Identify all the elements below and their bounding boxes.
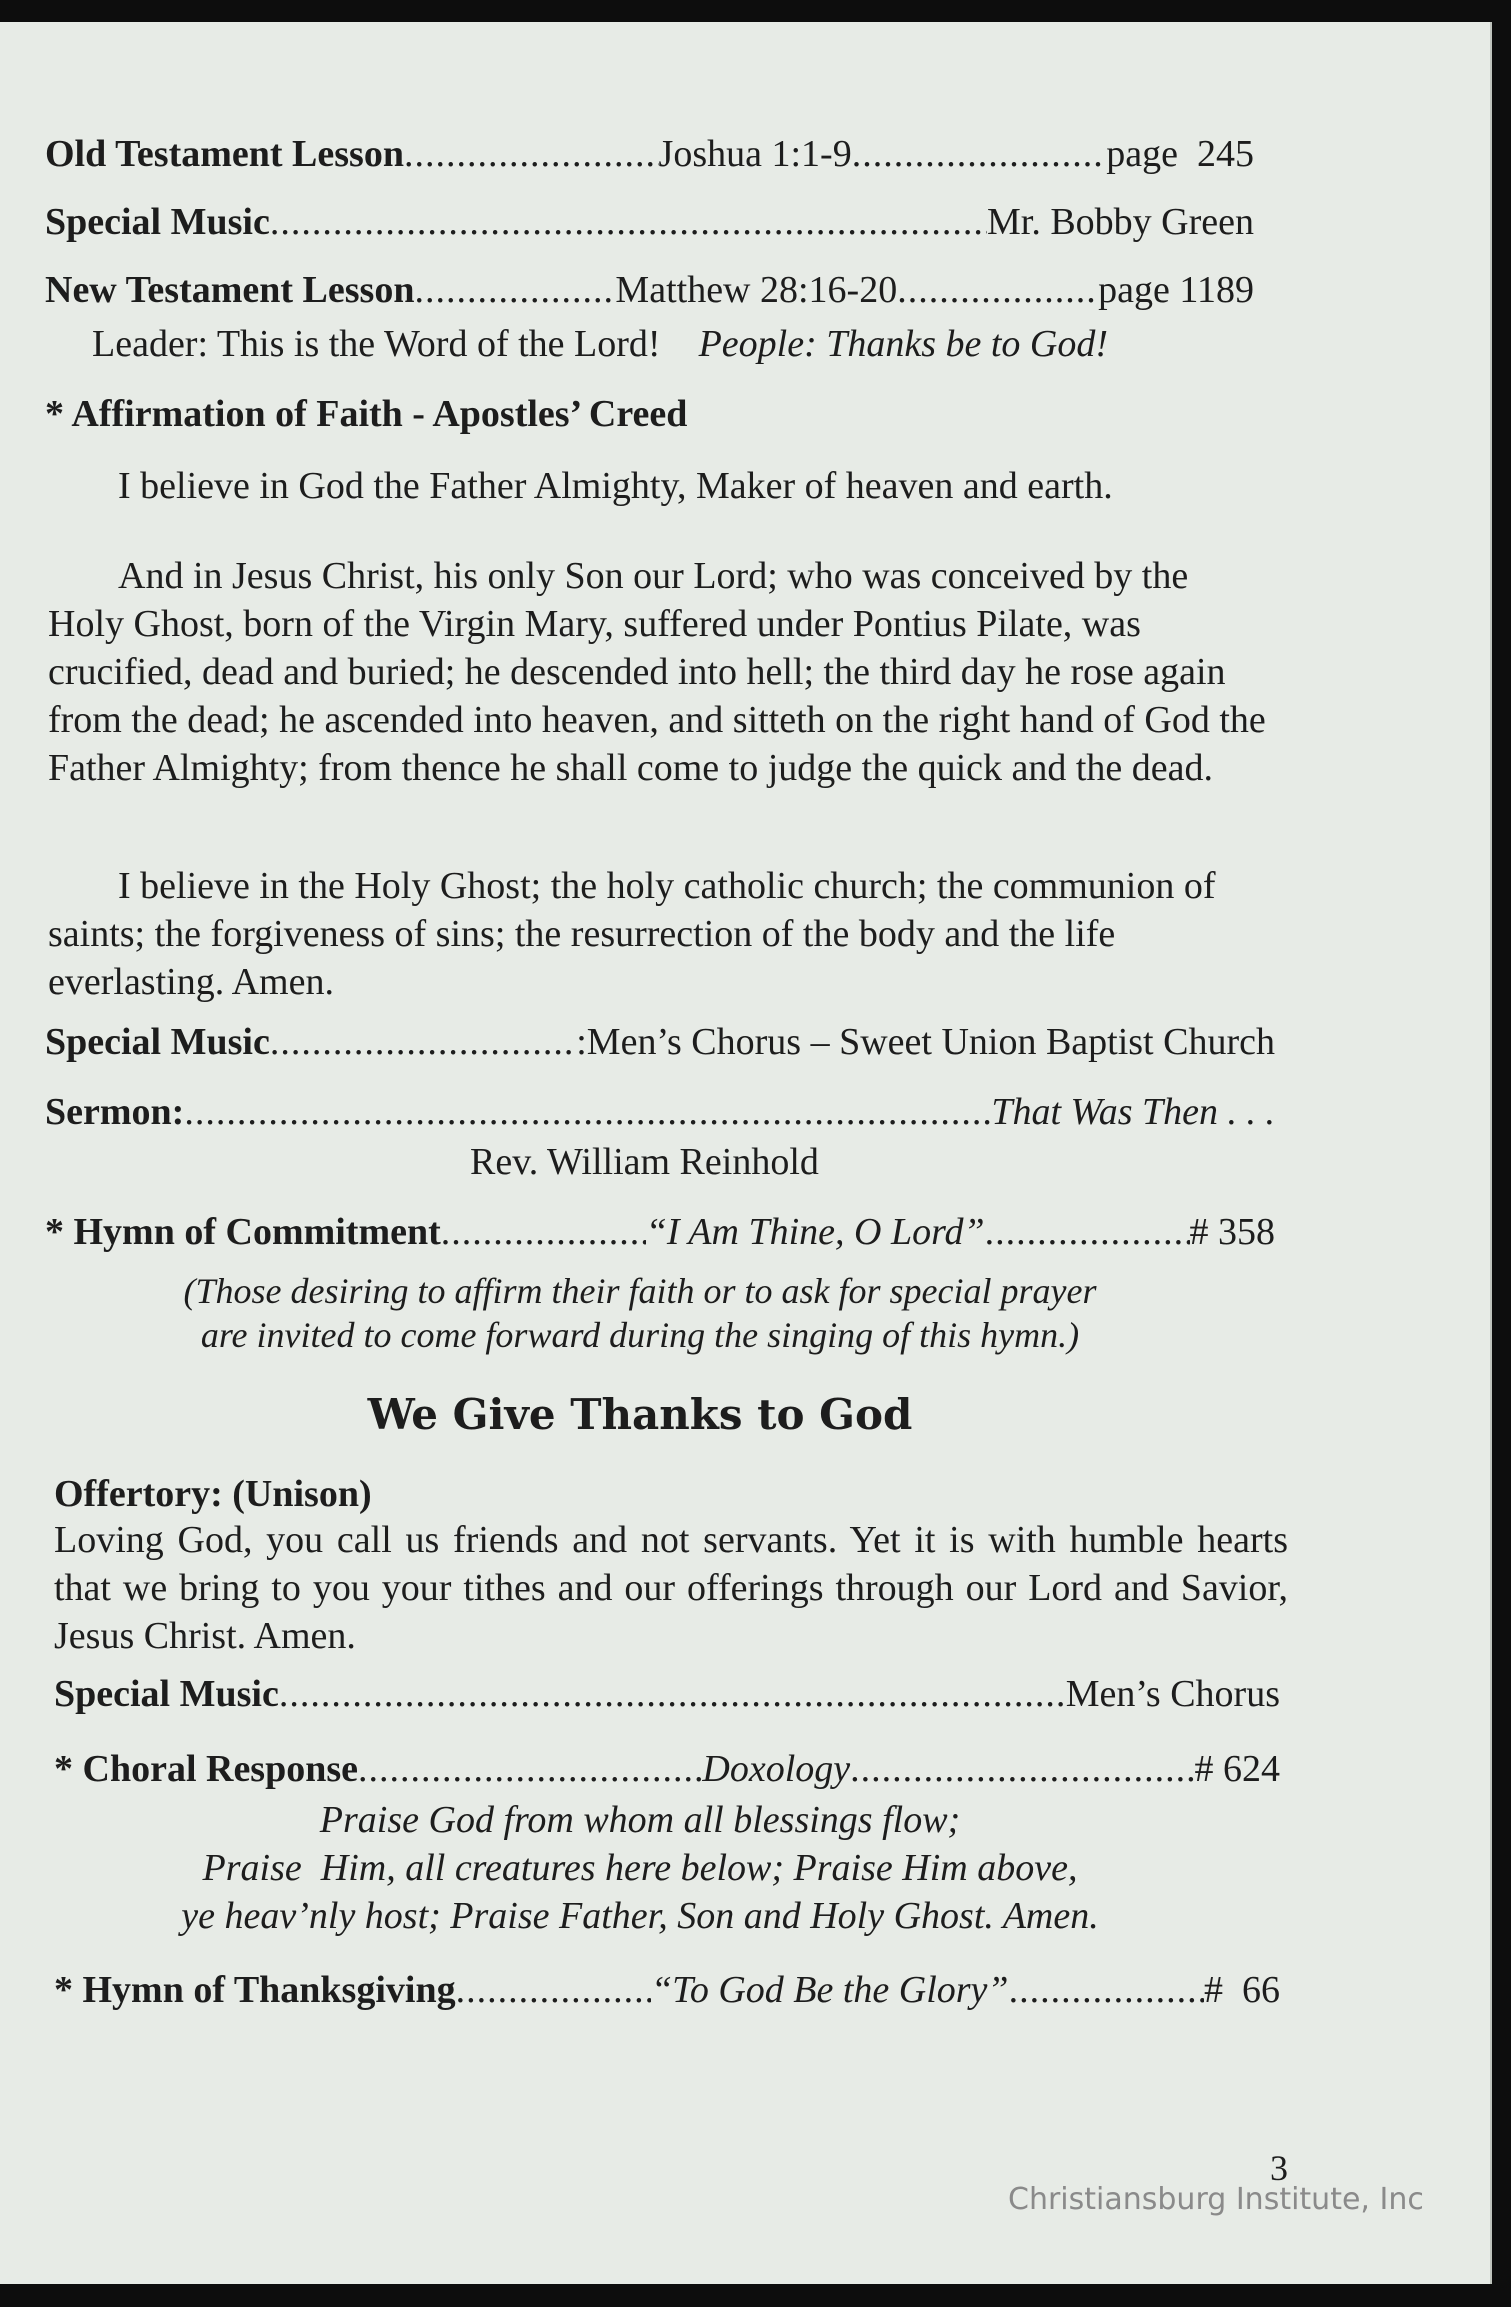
special-music-label: Special Music (45, 201, 270, 243)
special-music-performer: Mr. Bobby Green (986, 201, 1254, 243)
nt-lesson-page: page 1189 (1098, 269, 1254, 311)
special-music-2-row (45, 1020, 1275, 1064)
special-music-3-row (54, 1672, 1280, 1716)
sermon-title: That Was Then . . . (991, 1091, 1275, 1133)
ot-lesson-row (45, 132, 1254, 176)
creed-paragraph-2: And in Jesus Christ, his only Son our Lord; who was conceived by the Holy Ghost, born of the Virgin Mary, suffered under Pontius Pilate, was crucified, dead and buried; he descended into hell; the third day he rose again from the dead; he ascended into heaven, and sitteth on the right hand of God the Father Almighty; from thence he shall come to judge the quick and the dead. (48, 555, 1266, 789)
hymn-thanksgiving-title: “To God Be the Glory” (651, 1969, 1009, 2011)
creed-paragraph-3: I believe in the Holy Ghost; the holy catholic church; the communion of saints; the forgiveness of sins; the resurrection of the body and the life everlasting. Amen. (48, 865, 1216, 1003)
sermon-row (45, 1090, 1275, 1134)
nt-lesson-reading: Matthew 28:16-20 (615, 269, 898, 311)
special-music-row (45, 200, 1254, 244)
hymn-thanksgiving-number: # 66 (1204, 1969, 1280, 2011)
leader-response (92, 322, 1108, 366)
creed-paragraph-1: I believe in God the Father Almighty, Maker of heaven and earth. (118, 465, 1113, 507)
hymn-commitment-note-2: are invited to come forward during the singing of this hymn.) (200, 1315, 1080, 1355)
special-music-2-label: Special Music (45, 1021, 270, 1063)
page-number: 3 (1270, 2148, 1288, 2188)
hymn-commitment-title: “I Am Thine, O Lord” (645, 1211, 985, 1253)
ot-lesson-label: Old Testament Lesson (45, 133, 404, 175)
sermon-preacher: Rev. William Reinhold (470, 1141, 819, 1183)
choral-response-label: * Choral Response (54, 1748, 359, 1790)
special-music-2-performer: :Men’s Chorus – Sweet Union Baptist Church (576, 1021, 1275, 1063)
doxology-line-1: Praise God from whom all blessings flow; (319, 1799, 961, 1841)
leader-line: Leader: This is the Word of the Lord! (92, 323, 661, 365)
doxology-line-3: ye heav’nly host; Praise Father, Son and Holy Ghost. Amen. (181, 1895, 1099, 1937)
ot-lesson-reading: Joshua 1:1-9 (658, 133, 852, 175)
ot-lesson-page: page 245 (1106, 133, 1255, 175)
nt-lesson-row (45, 268, 1254, 312)
hymn-thanksgiving-row (54, 1968, 1280, 2012)
sermon-label: Sermon: (45, 1091, 185, 1133)
choral-response-number: # 624 (1194, 1748, 1281, 1790)
choral-response-title: Doxology (702, 1748, 851, 1790)
section-title: We Give Thanks to God (367, 1390, 913, 1439)
special-music-3-label: Special Music (54, 1673, 279, 1715)
hymn-commitment-note-1: (Those desiring to affirm their faith or to ask for special prayer (183, 1271, 1097, 1311)
offertory-text: Loving God, you call us friends and not servants. Yet it is with humble hearts that we bring to you your tithes and our offerings through our Lord and Savior, Jesus Christ. Amen. (54, 1519, 1288, 1657)
hymn-commitment-row (45, 1210, 1275, 1254)
people-line: People: Thanks be to God! (698, 323, 1109, 365)
hymn-commitment-label: * Hymn of Commitment (45, 1211, 441, 1253)
hymn-thanksgiving-label: * Hymn of Thanksgiving (54, 1969, 456, 2011)
special-music-3-performer: Men’s Chorus (1065, 1673, 1280, 1715)
doxology-line-2: Praise Him, all creatures here below; Praise Him above, (202, 1847, 1078, 1889)
affirmation-heading: * Affirmation of Faith - Apostles’ Creed (45, 393, 688, 435)
bulletin-page (0, 22, 1492, 2284)
choral-response-row (54, 1747, 1280, 1791)
hymn-commitment-number: # 358 (1189, 1211, 1275, 1253)
nt-lesson-label: New Testament Lesson (45, 269, 415, 311)
offertory-label: Offertory: (Unison) (54, 1473, 372, 1515)
watermark: Christiansburg Institute, Inc (1008, 2182, 1424, 2217)
